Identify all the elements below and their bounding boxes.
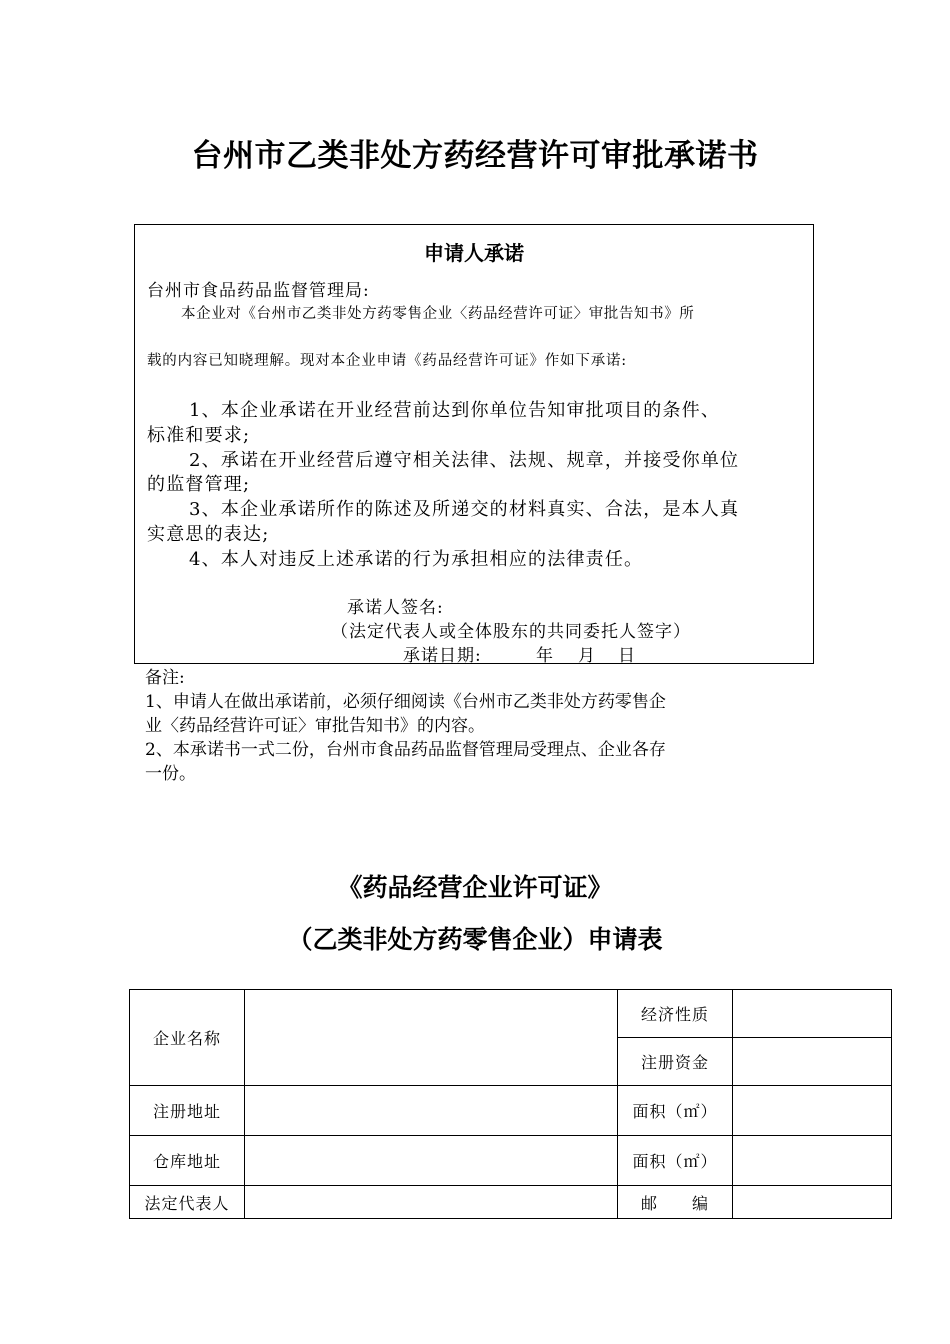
promise-item-4: 4、本人对违反上述承诺的行为承担相应的法律责任。	[189, 549, 644, 570]
intro-line-1: 本企业对《台州市乙类非处方药零售企业〈药品经营许可证〉审批告知书》所	[181, 306, 695, 322]
registered-address-field[interactable]	[245, 1086, 618, 1136]
application-title-line-1: 《药品经营企业许可证》	[337, 873, 613, 902]
promise-item-3-line-2: 实意思的表达;	[147, 524, 270, 545]
addressee: 台州市食品药品监督管理局:	[147, 281, 370, 301]
notes-line-2: 业〈药品经营许可证〉审批告知书》的内容。	[145, 716, 485, 736]
signature-note: （法定代表人或全体股东的共同委托人签字）	[331, 622, 691, 642]
registered-address-label: 注册地址	[130, 1086, 245, 1136]
promise-item-3-line-1: 3、本企业承诺所作的陈述及所递交的材料真实、合法，是本人真	[189, 499, 740, 520]
warehouse-address-label: 仓库地址	[130, 1136, 245, 1186]
notes-label: 备注:	[145, 668, 185, 688]
promise-item-2-line-1: 2、承诺在开业经营后遵守相关法律、法规、规章，并接受你单位	[189, 450, 740, 471]
notes-line-3: 2、本承诺书一式二份，台州市食品药品监督管理局受理点、企业各存	[145, 740, 666, 760]
promise-item-2-line-2: 的监督管理;	[147, 474, 251, 495]
table-row	[130, 1086, 892, 1136]
application-title-line-2: （乙类非处方药零售企业）申请表	[287, 925, 663, 954]
signature-label: 承诺人签名:	[347, 598, 444, 618]
date-month: 月	[578, 646, 596, 666]
area-field-1[interactable]	[733, 1086, 892, 1136]
legal-representative-field[interactable]	[245, 1186, 618, 1219]
date-day: 日	[618, 646, 636, 666]
area-field-2[interactable]	[733, 1136, 892, 1186]
economic-nature-field[interactable]	[733, 990, 892, 1038]
applicant-promise-box	[134, 224, 814, 664]
company-name-label: 企业名称	[130, 990, 245, 1086]
company-name-field[interactable]	[245, 990, 618, 1086]
notes-section	[145, 666, 817, 786]
date-year: 年	[536, 646, 554, 666]
economic-nature-label: 经济性质	[618, 990, 733, 1038]
promise-heading: 申请人承诺	[424, 241, 524, 265]
registered-capital-label: 注册资金	[618, 1038, 733, 1086]
postcode-field[interactable]	[733, 1186, 892, 1219]
date-label: 承诺日期:	[403, 646, 482, 666]
postcode-label: 邮 编	[618, 1186, 733, 1219]
registered-capital-field[interactable]	[733, 1038, 892, 1086]
table-row	[130, 1136, 892, 1186]
table-row	[130, 990, 892, 1038]
promise-item-1-line-1: 1、本企业承诺在开业经营前达到你单位告知审批项目的条件、	[189, 400, 721, 421]
intro-line-2: 载的内容已知晓理解。现对本企业申请《药品经营许可证》作如下承诺:	[147, 353, 627, 369]
notes-line-1: 1、申请人在做出承诺前，必须仔细阅读《台州市乙类非处方药零售企	[145, 692, 666, 712]
promise-item-1-line-2: 标准和要求;	[147, 425, 251, 446]
notes-line-4: 一份。	[145, 764, 196, 784]
table-row	[130, 1186, 892, 1219]
area-label-1: 面积（㎡）	[618, 1086, 733, 1136]
legal-representative-label: 法定代表人	[130, 1186, 245, 1219]
application-form-table	[129, 989, 892, 1219]
area-label-2: 面积（㎡）	[618, 1136, 733, 1186]
warehouse-address-field[interactable]	[245, 1136, 618, 1186]
page-title: 台州市乙类非处方药经营许可审批承诺书	[191, 138, 759, 174]
